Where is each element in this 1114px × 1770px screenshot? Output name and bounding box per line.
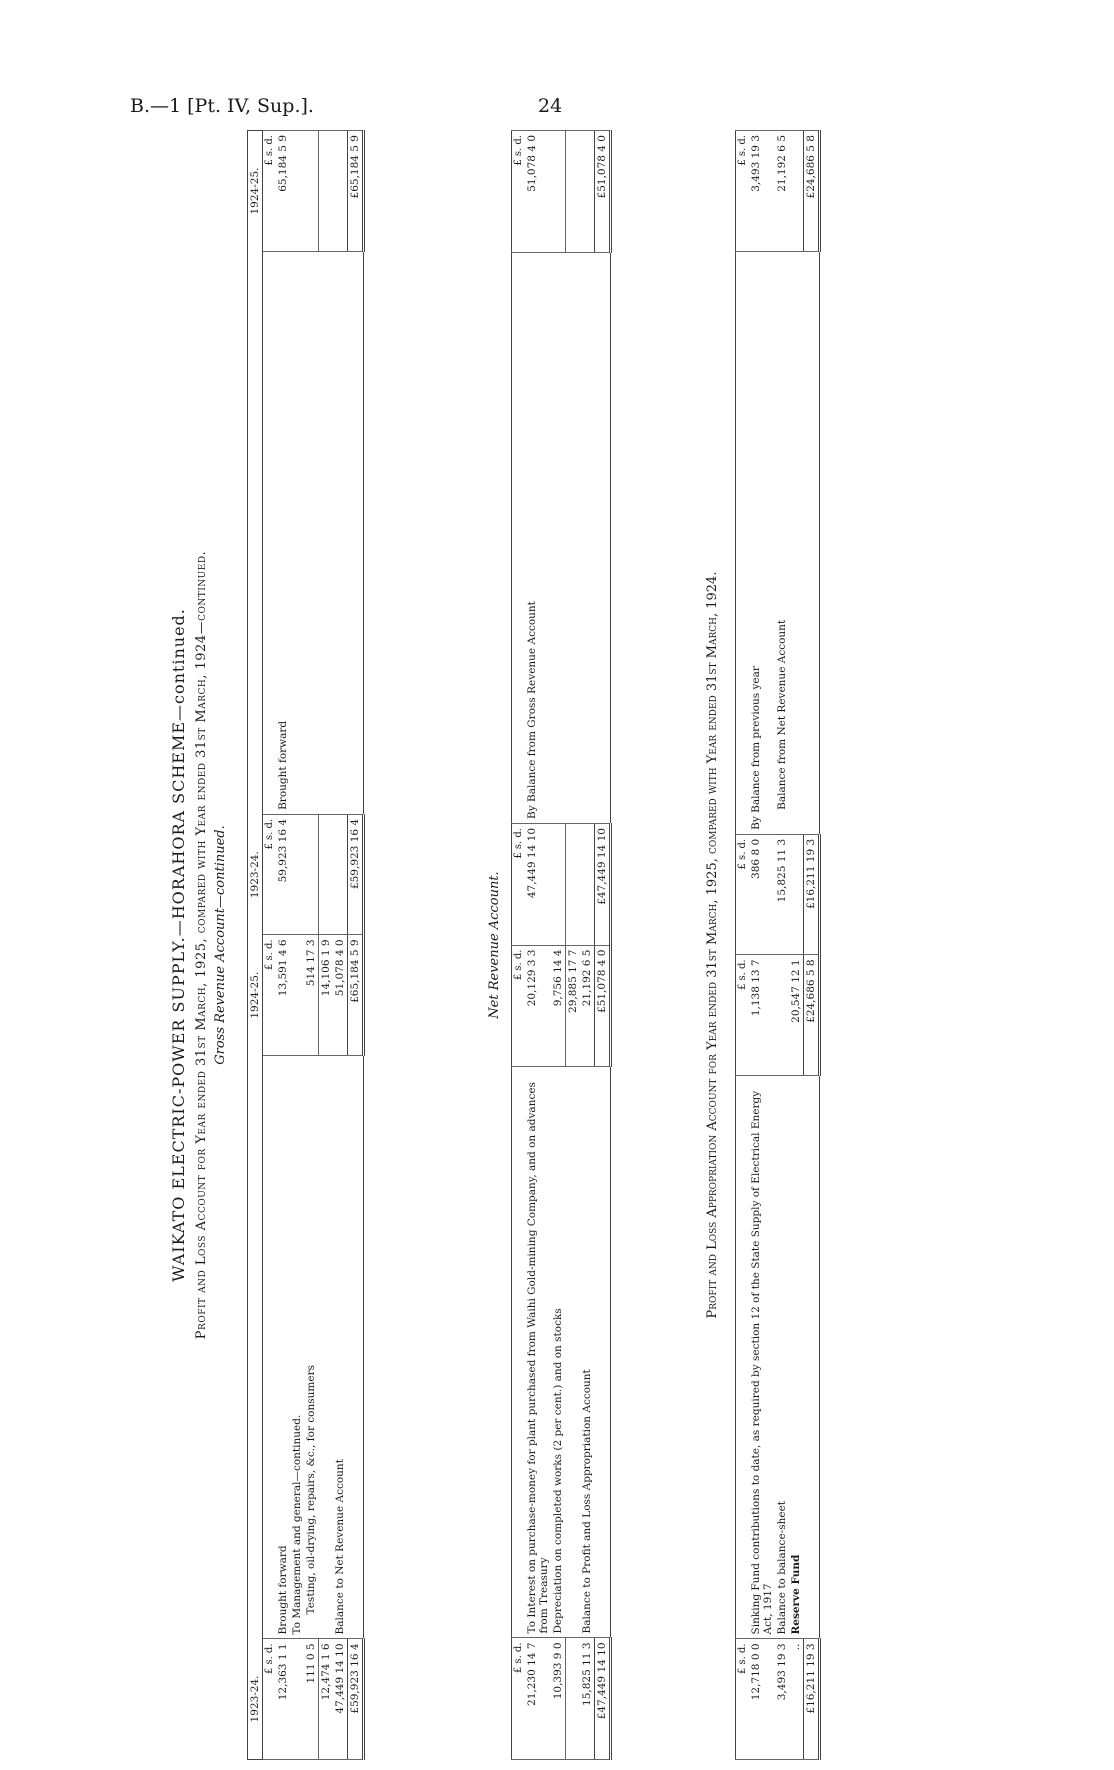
total-amount: £59,923 16 4	[348, 1639, 364, 1760]
total-amount: £47,449 14 10	[595, 824, 611, 946]
document-subtitle: Profit and Loss Account for Year ended 31st March, 1925, compared with Year ended 31st March, 1924—continued.	[194, 550, 209, 1340]
amount: 21,192 6 5	[775, 131, 789, 252]
page-number: 24	[538, 95, 563, 117]
amount: 111 0 5	[304, 1639, 319, 1760]
total-row	[804, 131, 820, 1760]
description: Brought forward	[277, 1545, 289, 1635]
units: £ s. d.	[736, 834, 750, 955]
units: £ s. d.	[736, 131, 750, 252]
amount	[775, 955, 789, 1075]
units: £ s. d.	[512, 945, 526, 1067]
table-row	[304, 131, 319, 1760]
amount: 514 17 3	[304, 935, 319, 1055]
amount: 15,825 11 3	[775, 834, 789, 955]
net-revenue-table	[511, 130, 612, 1760]
table-row	[551, 131, 566, 1760]
amount: ..	[789, 1639, 804, 1760]
units: £ s. d.	[263, 814, 277, 935]
amount: 10,393 9 0	[551, 1638, 566, 1760]
units: £ s. d.	[263, 1639, 277, 1760]
amount: 3,493 19 3	[749, 131, 775, 252]
total-amount: £65,184 5 9	[348, 935, 364, 1055]
gross-heading: Gross Revenue Account—continued.	[213, 825, 228, 1065]
amount: 1,138 13 7	[749, 955, 775, 1075]
table-row	[333, 131, 348, 1760]
table-row	[789, 131, 804, 1760]
description: Sinking Fund contributions to date, as required by section 12 of the State Supply of Electrical Energy Act, 1917	[750, 1090, 774, 1635]
table-row	[749, 131, 775, 1760]
table-row	[290, 131, 304, 1760]
description: Reserve Fund	[790, 1554, 802, 1635]
col-header: 1923-24.	[248, 1639, 263, 1760]
table-row	[276, 131, 290, 1760]
col-header: 1924-25.	[248, 935, 263, 1055]
amount: 59,923 16 4	[276, 814, 290, 935]
units: £ s. d.	[736, 1639, 750, 1760]
units: £ s. d.	[263, 131, 277, 252]
description: By Balance from previous year	[750, 666, 762, 830]
table-row	[775, 131, 789, 1760]
appropriation-heading: Profit and Loss Appropriation Account for Year ended 31st March, 1925, compared with Year ended 31st March, 1924.	[705, 571, 720, 1319]
total-amount: £16,211 19 3	[804, 834, 820, 955]
units: £ s. d.	[512, 1638, 526, 1760]
amount: 47,449 14 10	[333, 1639, 348, 1760]
amount: 14,106 1 9	[319, 935, 334, 1055]
total-amount: £24,686 5 8	[804, 955, 820, 1075]
total-row	[595, 131, 611, 1760]
col-header: 1924-25.	[248, 131, 263, 252]
amount: 65,184 5 9	[276, 131, 290, 252]
total-amount: £51,078 4 0	[595, 945, 611, 1067]
description: Balance to balance-sheet	[776, 1500, 788, 1635]
col-header: 1923-24.	[248, 814, 263, 935]
amount: 51,078 4 0	[333, 935, 348, 1055]
table-row	[525, 131, 551, 1760]
net-heading: Net Revenue Account.	[487, 871, 502, 1019]
description: Balance from Net Revenue Account	[776, 619, 788, 810]
subtotal-row	[566, 131, 581, 1760]
amount: 386 8 0	[749, 834, 775, 955]
description: To Management and general—continued.	[291, 1414, 303, 1635]
document-title: WAIKATO ELECTRIC-POWER SUPPLY.—HORAHORA SCHEME—continued.	[169, 608, 188, 1282]
amount: 13,591 4 6	[276, 935, 290, 1055]
description: Testing, oil-drying, repairs, &c., for consumers	[305, 1365, 317, 1615]
description: By Balance from Gross Revenue Account	[526, 601, 538, 819]
units: £ s. d.	[512, 824, 526, 946]
subtotal-row	[319, 131, 334, 1760]
amount: 21,192 6 5	[580, 945, 595, 1067]
appropriation-table	[735, 130, 821, 1760]
col-header	[248, 251, 263, 814]
total-amount: £51,078 4 0	[595, 131, 611, 253]
page-header-ref: B.—1 [Pt. IV, Sup.].	[130, 95, 314, 117]
amount: 12,363 1 1	[276, 1639, 290, 1760]
total-amount: £47,449 14 10	[595, 1638, 611, 1760]
units: £ s. d.	[736, 955, 750, 1075]
total-amount: £24,686 5 8	[804, 131, 820, 252]
units: £ s. d.	[263, 935, 277, 1055]
col-header	[248, 1055, 263, 1639]
amount: 3,493 19 3	[775, 1639, 789, 1760]
description: To Interest on purchase-money for plant purchased from Waihi Gold-mining Company, and on advances from Treasury	[526, 1082, 550, 1634]
total-row	[348, 131, 364, 1760]
description: Depreciation on completed works (2 per cent.) and on stocks	[552, 1308, 564, 1634]
amount: 12,718 0 0	[749, 1639, 775, 1760]
gross-revenue-table	[247, 130, 365, 1760]
total-amount: £59,923 16 4	[348, 814, 364, 935]
amount: 51,078 4 0	[525, 131, 551, 253]
amount: 15,825 11 3	[580, 1638, 595, 1760]
amount: 9,756 14 4	[551, 945, 566, 1067]
amount: 29,885 17 7	[566, 945, 581, 1067]
amount: 12,474 1 6	[319, 1639, 334, 1760]
amount: 20,129 3 3	[525, 945, 551, 1067]
total-amount: £16,211 19 3	[804, 1639, 820, 1760]
description: Balance to Net Revenue Account	[334, 1459, 346, 1635]
amount: 21,230 14 7	[525, 1638, 551, 1760]
table-row	[580, 131, 595, 1760]
rotated-page-content	[165, 120, 965, 1770]
titles	[165, 120, 228, 1770]
amount: 47,449 14 10	[525, 824, 551, 946]
total-amount: £65,184 5 9	[348, 131, 364, 252]
description: Brought forward	[277, 720, 289, 810]
amount: 20,547 12 1	[789, 955, 804, 1075]
description: Balance to Profit and Loss Appropriation Account	[581, 1369, 593, 1634]
units: £ s. d.	[512, 131, 526, 253]
